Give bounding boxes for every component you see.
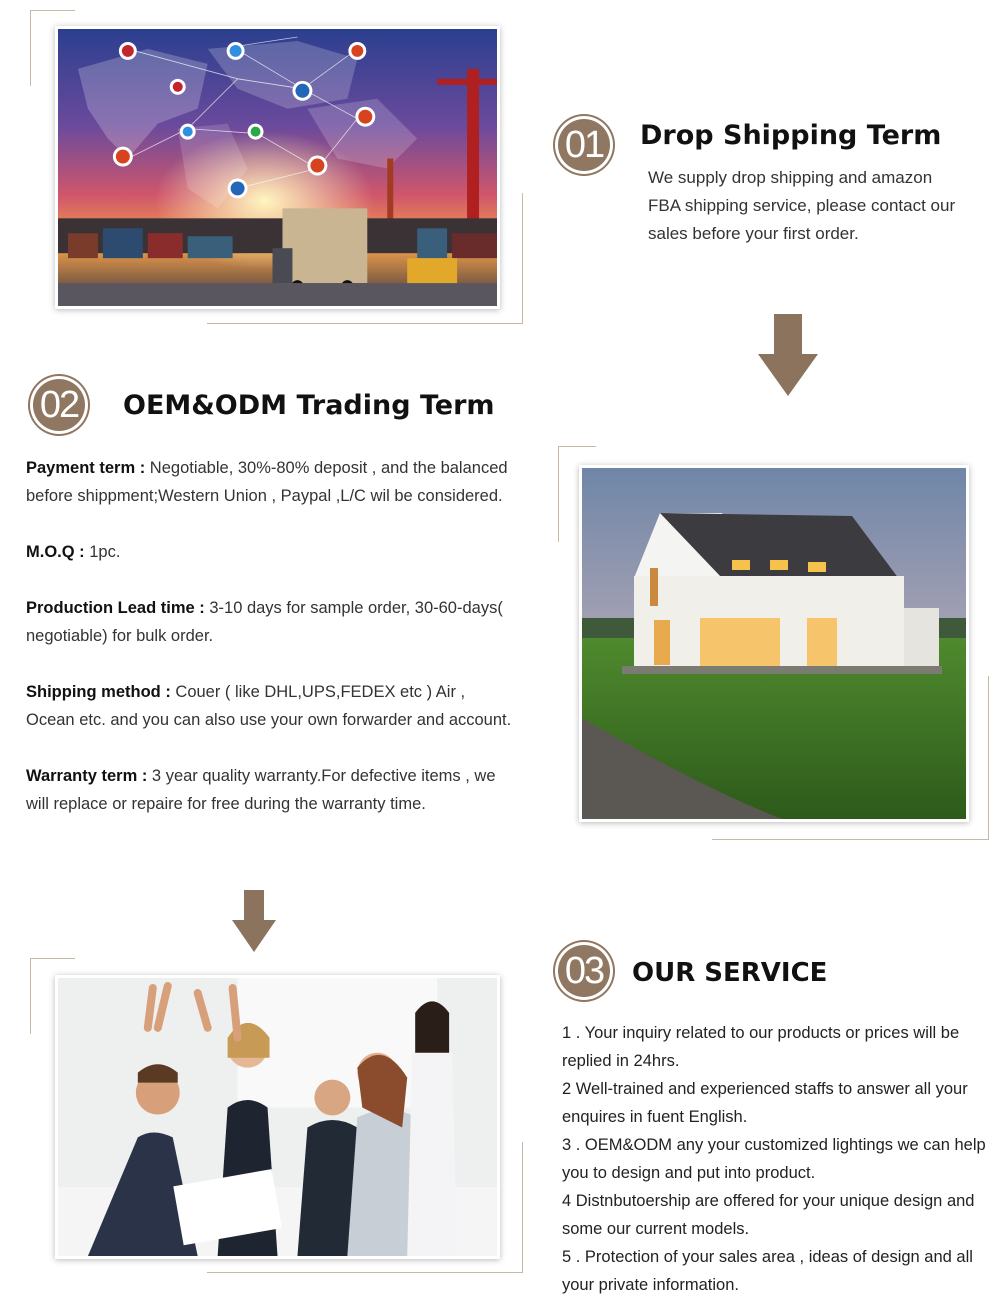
frame-corner-top [30, 10, 75, 11]
section-title-drop-shipping: Drop Shipping Term [640, 120, 942, 151]
service-item: 4 Distnbutoership are offered for your unique design and some our current models. [562, 1192, 975, 1238]
term-text: Negotiable, 30%-80% deposit , and the balanced before shippment;Western Union , Paypal ,L/C wil be considered. [26, 459, 508, 505]
service-item: 1 . Your inquiry related to our products or prices will be replied in 24hrs. [562, 1024, 960, 1070]
step-number-badge-02: 02 [30, 376, 88, 434]
term-label: M.O.Q : [26, 543, 85, 561]
step-number-badge-03: 03 [555, 942, 613, 1000]
frame-corner-right [988, 676, 989, 840]
term-shipping [26, 678, 518, 734]
logistics-network-image [55, 26, 500, 309]
step-number-badge-01: 01 [555, 116, 613, 174]
service-item: 5 . Protection of your sales area , ideas of design and all your private information. [562, 1248, 973, 1294]
term-moq [26, 538, 518, 566]
term-label: Warranty term : [26, 767, 148, 785]
frame-corner-right [522, 193, 523, 324]
drop-shipping-description: We supply drop shipping and amazon FBA shipping service, please contact our sales before your first order. [648, 168, 956, 243]
term-label: Payment term : [26, 459, 146, 477]
term-label: Shipping method : [26, 683, 171, 701]
section-title-our-service: OUR SERVICE [632, 958, 828, 988]
frame-corner-bottom [207, 1272, 523, 1273]
team-celebration-image [55, 975, 500, 1259]
section-title-oem-odm: OEM&ODM Trading Term [123, 390, 495, 421]
frame-corner-top [30, 958, 75, 959]
term-label: Production Lead time : [26, 599, 205, 617]
frame-corner-left [558, 446, 559, 542]
term-text: Couer ( like DHL,UPS,FEDEX etc ) Air , Ocean etc. and you can also use your own forwarder and account. [26, 683, 512, 729]
frame-corner-left [30, 10, 31, 86]
term-warranty [26, 762, 518, 818]
term-text: 3-10 days for sample order, 30-60-days( negotiable) for bulk order. [26, 599, 503, 645]
term-lead-time [26, 594, 518, 650]
service-item: 3 . OEM&ODM any your customized lightings we can help you to design and put into product. [562, 1136, 986, 1182]
service-list [562, 1019, 990, 1299]
term-payment [26, 454, 518, 510]
house-image [579, 465, 969, 822]
service-item: 2 Well-trained and experienced staffs to answer all your enquires in fuent English. [562, 1080, 968, 1126]
arrow-down-icon [758, 314, 818, 396]
term-text: 3 year quality warranty.For defective items , we will replace or repaire for free during the warranty time. [26, 767, 496, 813]
trading-terms-list [26, 454, 518, 846]
frame-corner-bottom [207, 323, 523, 324]
frame-corner-left [30, 958, 31, 1034]
frame-corner-top [558, 446, 596, 447]
frame-corner-right [522, 1142, 523, 1273]
arrow-down-icon [232, 890, 276, 952]
frame-corner-bottom [712, 839, 989, 840]
term-text: 1pc. [84, 543, 121, 561]
